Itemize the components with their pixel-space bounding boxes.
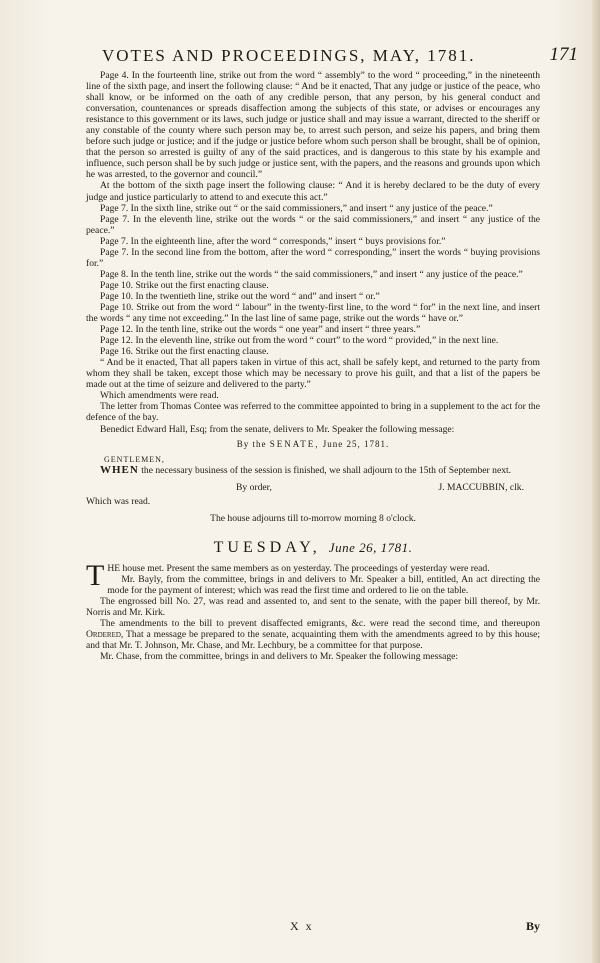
amendment-paragraph: Page 7. In the eleventh line, strike out the words “ or the said commissioners,” and insert “ any justice of the peace.”: [86, 213, 540, 236]
salutation: GENTLEMEN,: [104, 454, 165, 464]
amendment-paragraph: “ And be it enacted, That all papers taken in virtue of this act, shall be safely kept, and returned to the party from whom they shall be taken, except those which may be necessary to prove his guilt, and that a list of the papers be made out at the time of seizure and delivered to the party.”: [86, 357, 540, 391]
ordered-label: Ordered,: [86, 629, 124, 641]
page-edge-shadow: [592, 0, 600, 963]
amend-start: The amendments to the bill to prevent disaffected emigrants, &c. were read the second time, and thereupon: [100, 618, 540, 630]
catchword: By: [525, 919, 540, 933]
day-name: TUESDAY,: [213, 538, 321, 556]
message-body: the necessary business of the session is finished, we shall adjourn to the 15th of September next.: [141, 464, 512, 476]
house-met-text: HE house met. Present the same members as on yesterday. The proceedings of yesterday were read.: [107, 562, 490, 574]
clerk-signature: J. MACCUBBIN, clk.: [438, 481, 524, 493]
senate-prefix: By the: [236, 438, 267, 449]
message-when: WHEN: [100, 463, 139, 476]
amendment-paragraph: Page 12. In the eleventh line, strike out from the word “ court” to the word “ provided,” in the next line.: [100, 335, 499, 347]
day-heading: [86, 538, 540, 556]
contee-letter: The letter from Thomas Contee was referred to the committee appointed to bring in a supplement to the act for the defence of the bay.: [86, 401, 540, 424]
signature-mark: X x: [290, 919, 314, 933]
which-read: Which was read.: [86, 495, 151, 507]
bill-27-paragraph: The engrossed bill No. 27, was read and assented to, and sent to the senate, with the paper bill thereof, by Mr. Norris and Mr. Kirk.: [86, 595, 540, 619]
senate-message-heading: [86, 439, 540, 450]
senate-name: SENATE,: [269, 438, 320, 449]
amendment-paragraph: Page 16. Strike out the first enacting clause.: [100, 346, 269, 358]
amendment-paragraph: Page 4. In the fourteenth line, strike out from the word “ assembly” to the word “ proceeding,” in the nineteenth line of the sixth page, and insert the following clause: “ And be it enacted, That any judge or justice of the peace, who shall know, or be informed on the oath of any credible person, that any person, by his general conduct and conversation, countenances or spreads disaffection among the subjects of this state, or advises or encourages any resistance to this government or its laws, such judge or justice shall and may issue a warrant, directed to the sheriff or any constable of the county where such person may be, to arrest such person, and seize his papers, and bring them before such judge or justice; and if the judge or justice before whom such person shall be brought, shall be of opinion, that the person so arrested is guilty of any of the said practices, and is dangerous to this state by his example and influence, such person shall be by such judge or justice sent, with the papers, and the reasons and grounds upon which he was arrested, to the governor and council.”: [86, 70, 540, 181]
senate-date: June 25, 1781.: [322, 438, 390, 449]
day-date: June 26, 1781.: [328, 539, 413, 555]
amendments-second-reading: [86, 618, 540, 651]
adjournment: The house adjourns till to-morrow morning 8 o'clock.: [210, 512, 416, 524]
by-order: By order,: [236, 481, 272, 493]
drop-cap: T: [86, 558, 105, 592]
amendment-paragraph: Page 10. Strike out from the word “ labour” in the twenty-first line, to the word “ for” in the next line, and insert the words “ any time not exceeding.” In the last line of same page, strike out the words “ have or.”: [86, 301, 540, 325]
amendment-paragraph: Page 10. In the twentieth line, strike out the word “ and” and insert “ or.”: [100, 290, 380, 302]
chase-paragraph: Mr. Chase, from the committee, brings in and delivers to Mr. Speaker the following message:: [100, 651, 459, 663]
amend-end: That a message be prepared to the senate, acquainting them with the amendments agreed to by this house; and that Mr. T. Johnson, Mr. Chase, and Mr. Lechbury, be a committee for that purpose.: [86, 629, 540, 652]
amendment-paragraph: At the bottom of the sixth page insert the following clause: “ And it is hereby declared to be the duty of every judge and justice particularly to attend to and execute this act.”: [86, 180, 540, 203]
amendment-paragraph: Page 7. In the sixth line, strike out “ or the said commissioners,” and insert “ any justice of the peace.”: [100, 202, 493, 214]
amendment-paragraph: Page 7. In the second line from the bottom, after the word “ corresponding,” insert the words “ buying provisions for.”: [86, 246, 540, 269]
senate-message: [86, 465, 540, 476]
body-text: [86, 70, 540, 662]
hall-message: Benedict Edward Hall, Esq; from the senate, delivers to Mr. Speaker the following message:: [100, 423, 455, 435]
amendments-read: Which amendments were read.: [100, 390, 219, 402]
amendment-paragraph: Page 10. Strike out the first enacting clause.: [100, 279, 269, 291]
page-number: 171: [549, 44, 578, 65]
amendment-paragraph: Page 12. In the tenth line, strike out the words “ one year” and insert “ three years.”: [100, 324, 421, 336]
running-title: VOTES AND PROCEEDINGS, MAY, 1781.: [102, 46, 476, 65]
page-footer: [86, 919, 540, 935]
amendment-paragraph: Page 8. In the tenth line, strike out the words “ the said commissioners,” and insert “ any justice of the peace.”: [100, 268, 523, 280]
order-signature-row: [86, 482, 540, 496]
running-head: [88, 46, 578, 70]
bayly-paragraph: Mr. Bayly, from the committee, brings in and delivers to Mr. Speaker a bill, entitled, An act directing the mode for the payment of interest; which was read the first time and ordered to lie on the table.: [107, 573, 540, 596]
amendment-paragraph: Page 7. In the eighteenth line, after the word “ corresponds,” insert “ buys provisions for.”: [100, 235, 446, 247]
